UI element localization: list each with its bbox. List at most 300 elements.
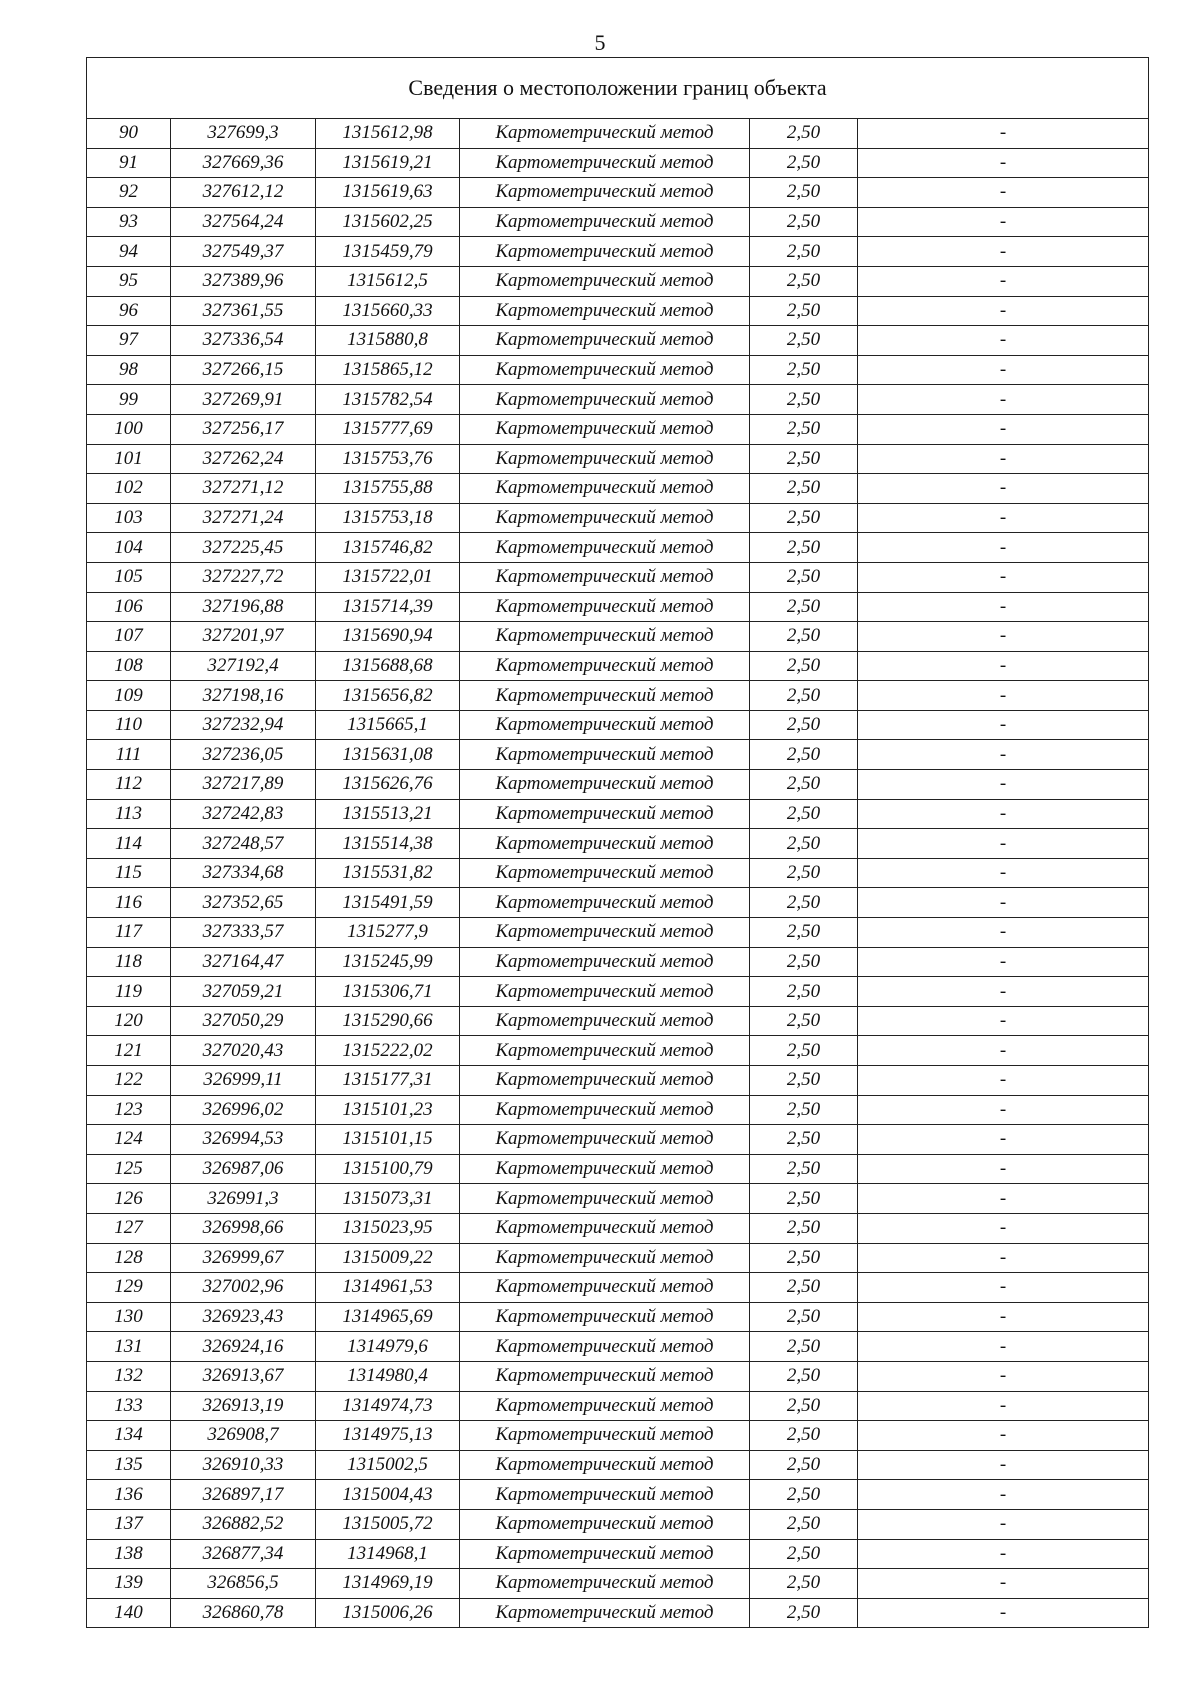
coord-y-cell: 1315100,79: [316, 1154, 460, 1184]
point-number-cell: 139: [87, 1569, 171, 1599]
point-number-cell: 119: [87, 977, 171, 1007]
accuracy-cell: 2,50: [750, 1509, 858, 1539]
method-cell: Картометрический метод: [460, 1598, 750, 1628]
note-cell: -: [858, 1273, 1149, 1303]
point-number-cell: 116: [87, 888, 171, 918]
table-row: [87, 1332, 1149, 1362]
point-number-cell: 112: [87, 770, 171, 800]
coord-y-cell: 1315753,18: [316, 503, 460, 533]
coord-y-cell: 1315665,1: [316, 710, 460, 740]
method-cell: Картометрический метод: [460, 947, 750, 977]
table-row: [87, 1509, 1149, 1539]
coord-x-cell: 327262,24: [171, 444, 316, 474]
coord-y-cell: 1315755,88: [316, 474, 460, 504]
accuracy-cell: 2,50: [750, 1184, 858, 1214]
accuracy-cell: 2,50: [750, 1213, 858, 1243]
table-row: [87, 355, 1149, 385]
table-row: [87, 799, 1149, 829]
point-number-cell: 131: [87, 1332, 171, 1362]
accuracy-cell: 2,50: [750, 266, 858, 296]
table-row: [87, 503, 1149, 533]
note-cell: -: [858, 503, 1149, 533]
table-row: [87, 1036, 1149, 1066]
coord-y-cell: 1315245,99: [316, 947, 460, 977]
method-cell: Картометрический метод: [460, 444, 750, 474]
point-number-cell: 95: [87, 266, 171, 296]
accuracy-cell: 2,50: [750, 1006, 858, 1036]
table-row: [87, 1273, 1149, 1303]
note-cell: -: [858, 1361, 1149, 1391]
coord-y-cell: 1315602,25: [316, 207, 460, 237]
method-cell: Картометрический метод: [460, 503, 750, 533]
method-cell: Картометрический метод: [460, 829, 750, 859]
coord-x-cell: 327217,89: [171, 770, 316, 800]
coord-y-cell: 1315006,26: [316, 1598, 460, 1628]
coord-y-cell: 1315612,98: [316, 119, 460, 149]
coord-x-cell: 327192,4: [171, 651, 316, 681]
coord-y-cell: 1315277,9: [316, 918, 460, 948]
point-number-cell: 92: [87, 178, 171, 208]
coord-x-cell: 326991,3: [171, 1184, 316, 1214]
point-number-cell: 127: [87, 1213, 171, 1243]
method-cell: Картометрический метод: [460, 1302, 750, 1332]
coord-x-cell: 327248,57: [171, 829, 316, 859]
coord-x-cell: 327333,57: [171, 918, 316, 948]
coord-x-cell: 327336,54: [171, 326, 316, 356]
accuracy-cell: 2,50: [750, 503, 858, 533]
method-cell: Картометрический метод: [460, 355, 750, 385]
table-row: [87, 178, 1149, 208]
method-cell: Картометрический метод: [460, 148, 750, 178]
table-row: [87, 266, 1149, 296]
point-number-cell: 98: [87, 355, 171, 385]
accuracy-cell: 2,50: [750, 207, 858, 237]
coord-x-cell: 326999,67: [171, 1243, 316, 1273]
note-cell: -: [858, 888, 1149, 918]
method-cell: Картометрический метод: [460, 858, 750, 888]
method-cell: Картометрический метод: [460, 1391, 750, 1421]
coord-x-cell: 327256,17: [171, 414, 316, 444]
point-number-cell: 123: [87, 1095, 171, 1125]
coord-y-cell: 1315660,33: [316, 296, 460, 326]
table-row: [87, 474, 1149, 504]
note-cell: -: [858, 1391, 1149, 1421]
note-cell: -: [858, 296, 1149, 326]
coord-y-cell: 1315491,59: [316, 888, 460, 918]
table-row: [87, 888, 1149, 918]
method-cell: Картометрический метод: [460, 622, 750, 652]
coord-y-cell: 1315753,76: [316, 444, 460, 474]
note-cell: -: [858, 1509, 1149, 1539]
accuracy-cell: 2,50: [750, 770, 858, 800]
method-cell: Картометрический метод: [460, 592, 750, 622]
accuracy-cell: 2,50: [750, 178, 858, 208]
point-number-cell: 105: [87, 562, 171, 592]
method-cell: Картометрический метод: [460, 1184, 750, 1214]
coord-y-cell: 1315619,21: [316, 148, 460, 178]
point-number-cell: 91: [87, 148, 171, 178]
point-number-cell: 120: [87, 1006, 171, 1036]
accuracy-cell: 2,50: [750, 355, 858, 385]
table-row: [87, 651, 1149, 681]
coord-y-cell: 1315004,43: [316, 1480, 460, 1510]
table-body: [87, 119, 1149, 1628]
point-number-cell: 128: [87, 1243, 171, 1273]
note-cell: -: [858, 178, 1149, 208]
table-row: [87, 829, 1149, 859]
coord-x-cell: 327269,91: [171, 385, 316, 415]
method-cell: Картометрический метод: [460, 1273, 750, 1303]
method-cell: Картометрический метод: [460, 562, 750, 592]
table-row: [87, 1213, 1149, 1243]
coord-x-cell: 327612,12: [171, 178, 316, 208]
note-cell: -: [858, 740, 1149, 770]
method-cell: Картометрический метод: [460, 533, 750, 563]
accuracy-cell: 2,50: [750, 977, 858, 1007]
accuracy-cell: 2,50: [750, 119, 858, 149]
note-cell: -: [858, 237, 1149, 267]
method-cell: Картометрический метод: [460, 977, 750, 1007]
coord-x-cell: 327196,88: [171, 592, 316, 622]
note-cell: -: [858, 1302, 1149, 1332]
table-row: [87, 1095, 1149, 1125]
note-cell: -: [858, 444, 1149, 474]
accuracy-cell: 2,50: [750, 592, 858, 622]
method-cell: Картометрический метод: [460, 1480, 750, 1510]
coord-x-cell: 327050,29: [171, 1006, 316, 1036]
coord-x-cell: 327699,3: [171, 119, 316, 149]
coord-y-cell: 1315177,31: [316, 1066, 460, 1096]
table-row: [87, 207, 1149, 237]
method-cell: Картометрический метод: [460, 178, 750, 208]
point-number-cell: 90: [87, 119, 171, 149]
accuracy-cell: 2,50: [750, 710, 858, 740]
coord-y-cell: 1315688,68: [316, 651, 460, 681]
table-row: [87, 119, 1149, 149]
point-number-cell: 106: [87, 592, 171, 622]
point-number-cell: 117: [87, 918, 171, 948]
table-row: [87, 414, 1149, 444]
point-number-cell: 122: [87, 1066, 171, 1096]
note-cell: -: [858, 414, 1149, 444]
accuracy-cell: 2,50: [750, 237, 858, 267]
coord-x-cell: 327002,96: [171, 1273, 316, 1303]
point-number-cell: 104: [87, 533, 171, 563]
coord-x-cell: 326856,5: [171, 1569, 316, 1599]
method-cell: Картометрический метод: [460, 710, 750, 740]
accuracy-cell: 2,50: [750, 858, 858, 888]
point-number-cell: 130: [87, 1302, 171, 1332]
table-row: [87, 1361, 1149, 1391]
accuracy-cell: 2,50: [750, 148, 858, 178]
accuracy-cell: 2,50: [750, 622, 858, 652]
method-cell: Картометрический метод: [460, 414, 750, 444]
point-number-cell: 102: [87, 474, 171, 504]
coord-x-cell: 326860,78: [171, 1598, 316, 1628]
coord-y-cell: 1315101,23: [316, 1095, 460, 1125]
method-cell: Картометрический метод: [460, 1213, 750, 1243]
coord-y-cell: 1314968,1: [316, 1539, 460, 1569]
accuracy-cell: 2,50: [750, 918, 858, 948]
coord-y-cell: 1315306,71: [316, 977, 460, 1007]
accuracy-cell: 2,50: [750, 533, 858, 563]
coord-x-cell: 327271,24: [171, 503, 316, 533]
table-row: [87, 1539, 1149, 1569]
method-cell: Картометрический метод: [460, 1036, 750, 1066]
coord-x-cell: 326998,66: [171, 1213, 316, 1243]
note-cell: -: [858, 977, 1149, 1007]
note-cell: -: [858, 651, 1149, 681]
coord-x-cell: 327361,55: [171, 296, 316, 326]
note-cell: -: [858, 622, 1149, 652]
point-number-cell: 115: [87, 858, 171, 888]
point-number-cell: 111: [87, 740, 171, 770]
method-cell: Картометрический метод: [460, 1509, 750, 1539]
coord-y-cell: 1315865,12: [316, 355, 460, 385]
coord-x-cell: 326877,34: [171, 1539, 316, 1569]
note-cell: -: [858, 829, 1149, 859]
accuracy-cell: 2,50: [750, 296, 858, 326]
point-number-cell: 118: [87, 947, 171, 977]
point-number-cell: 129: [87, 1273, 171, 1303]
coord-y-cell: 1315619,63: [316, 178, 460, 208]
table-row: [87, 1125, 1149, 1155]
coord-x-cell: 327352,65: [171, 888, 316, 918]
method-cell: Картометрический метод: [460, 681, 750, 711]
coord-x-cell: 327334,68: [171, 858, 316, 888]
accuracy-cell: 2,50: [750, 1569, 858, 1599]
coord-y-cell: 1315023,95: [316, 1213, 460, 1243]
note-cell: -: [858, 119, 1149, 149]
coord-x-cell: 327020,43: [171, 1036, 316, 1066]
method-cell: Картометрический метод: [460, 740, 750, 770]
accuracy-cell: 2,50: [750, 444, 858, 474]
table-row: [87, 858, 1149, 888]
coord-x-cell: 327271,12: [171, 474, 316, 504]
note-cell: -: [858, 770, 1149, 800]
accuracy-cell: 2,50: [750, 888, 858, 918]
point-number-cell: 121: [87, 1036, 171, 1066]
method-cell: Картометрический метод: [460, 1421, 750, 1451]
table-row: [87, 1066, 1149, 1096]
note-cell: -: [858, 1184, 1149, 1214]
coord-x-cell: 326923,43: [171, 1302, 316, 1332]
table-row: [87, 622, 1149, 652]
coord-y-cell: 1314961,53: [316, 1273, 460, 1303]
accuracy-cell: 2,50: [750, 799, 858, 829]
coord-y-cell: 1315626,76: [316, 770, 460, 800]
note-cell: -: [858, 1332, 1149, 1362]
coord-x-cell: 327059,21: [171, 977, 316, 1007]
coord-x-cell: 327164,47: [171, 947, 316, 977]
table-row: [87, 1480, 1149, 1510]
method-cell: Картометрический метод: [460, 1125, 750, 1155]
table-row: [87, 296, 1149, 326]
coord-y-cell: 1314975,13: [316, 1421, 460, 1451]
coord-y-cell: 1315631,08: [316, 740, 460, 770]
point-number-cell: 135: [87, 1450, 171, 1480]
method-cell: Картометрический метод: [460, 474, 750, 504]
coord-y-cell: 1315459,79: [316, 237, 460, 267]
accuracy-cell: 2,50: [750, 1095, 858, 1125]
note-cell: -: [858, 858, 1149, 888]
table-row: [87, 1006, 1149, 1036]
coord-x-cell: 326994,53: [171, 1125, 316, 1155]
coord-x-cell: 327549,37: [171, 237, 316, 267]
method-cell: Картометрический метод: [460, 770, 750, 800]
coord-x-cell: 326913,19: [171, 1391, 316, 1421]
note-cell: -: [858, 1569, 1149, 1599]
note-cell: -: [858, 1243, 1149, 1273]
accuracy-cell: 2,50: [750, 1598, 858, 1628]
table-row: [87, 1391, 1149, 1421]
coord-x-cell: 326910,33: [171, 1450, 316, 1480]
note-cell: -: [858, 562, 1149, 592]
table-row: [87, 1302, 1149, 1332]
point-number-cell: 138: [87, 1539, 171, 1569]
point-number-cell: 100: [87, 414, 171, 444]
coord-y-cell: 1315746,82: [316, 533, 460, 563]
coord-x-cell: 326987,06: [171, 1154, 316, 1184]
method-cell: Картометрический метод: [460, 1569, 750, 1599]
method-cell: Картометрический метод: [460, 266, 750, 296]
coord-x-cell: 327389,96: [171, 266, 316, 296]
method-cell: Картометрический метод: [460, 1154, 750, 1184]
coord-x-cell: 326908,7: [171, 1421, 316, 1451]
point-number-cell: 96: [87, 296, 171, 326]
point-number-cell: 133: [87, 1391, 171, 1421]
coord-y-cell: 1315514,38: [316, 829, 460, 859]
boundary-table: [86, 57, 1149, 1628]
accuracy-cell: 2,50: [750, 474, 858, 504]
point-number-cell: 114: [87, 829, 171, 859]
point-number-cell: 97: [87, 326, 171, 356]
accuracy-cell: 2,50: [750, 681, 858, 711]
coord-y-cell: 1315222,02: [316, 1036, 460, 1066]
method-cell: Картометрический метод: [460, 1450, 750, 1480]
note-cell: -: [858, 1006, 1149, 1036]
note-cell: -: [858, 266, 1149, 296]
coord-y-cell: 1314974,73: [316, 1391, 460, 1421]
note-cell: -: [858, 947, 1149, 977]
point-number-cell: 126: [87, 1184, 171, 1214]
method-cell: Картометрический метод: [460, 1066, 750, 1096]
accuracy-cell: 2,50: [750, 1391, 858, 1421]
point-number-cell: 113: [87, 799, 171, 829]
accuracy-cell: 2,50: [750, 1361, 858, 1391]
table-row: [87, 1421, 1149, 1451]
accuracy-cell: 2,50: [750, 1421, 858, 1451]
table-row: [87, 740, 1149, 770]
accuracy-cell: 2,50: [750, 1480, 858, 1510]
note-cell: -: [858, 710, 1149, 740]
note-cell: -: [858, 681, 1149, 711]
point-number-cell: 103: [87, 503, 171, 533]
coord-y-cell: 1315009,22: [316, 1243, 460, 1273]
coord-x-cell: 327564,24: [171, 207, 316, 237]
table-row: [87, 1450, 1149, 1480]
table-title: Сведения о местоположении границ объекта: [87, 58, 1149, 119]
method-cell: Картометрический метод: [460, 326, 750, 356]
table-title-row: [87, 58, 1149, 119]
coord-y-cell: 1315777,69: [316, 414, 460, 444]
method-cell: Картометрический метод: [460, 651, 750, 681]
coord-x-cell: 327242,83: [171, 799, 316, 829]
accuracy-cell: 2,50: [750, 385, 858, 415]
point-number-cell: 94: [87, 237, 171, 267]
point-number-cell: 140: [87, 1598, 171, 1628]
coord-y-cell: 1315722,01: [316, 562, 460, 592]
accuracy-cell: 2,50: [750, 740, 858, 770]
coord-x-cell: 326882,52: [171, 1509, 316, 1539]
point-number-cell: 108: [87, 651, 171, 681]
accuracy-cell: 2,50: [750, 1154, 858, 1184]
note-cell: -: [858, 385, 1149, 415]
method-cell: Картометрический метод: [460, 119, 750, 149]
point-number-cell: 99: [87, 385, 171, 415]
note-cell: -: [858, 1539, 1149, 1569]
coord-y-cell: 1315073,31: [316, 1184, 460, 1214]
point-number-cell: 101: [87, 444, 171, 474]
method-cell: Картометрический метод: [460, 237, 750, 267]
coord-y-cell: 1315513,21: [316, 799, 460, 829]
table-row: [87, 1154, 1149, 1184]
coord-x-cell: 326913,67: [171, 1361, 316, 1391]
table-row: [87, 562, 1149, 592]
accuracy-cell: 2,50: [750, 1332, 858, 1362]
note-cell: -: [858, 1450, 1149, 1480]
table-row: [87, 947, 1149, 977]
coord-x-cell: 327669,36: [171, 148, 316, 178]
note-cell: -: [858, 799, 1149, 829]
method-cell: Картометрический метод: [460, 1361, 750, 1391]
table-row: [87, 918, 1149, 948]
note-cell: -: [858, 592, 1149, 622]
point-number-cell: 109: [87, 681, 171, 711]
note-cell: -: [858, 1036, 1149, 1066]
accuracy-cell: 2,50: [750, 1273, 858, 1303]
coord-y-cell: 1314980,4: [316, 1361, 460, 1391]
table-row: [87, 710, 1149, 740]
table-row: [87, 681, 1149, 711]
coord-x-cell: 327227,72: [171, 562, 316, 592]
table-row: [87, 444, 1149, 474]
coord-y-cell: 1314969,19: [316, 1569, 460, 1599]
table-row: [87, 385, 1149, 415]
method-cell: Картометрический метод: [460, 1332, 750, 1362]
coord-x-cell: 326996,02: [171, 1095, 316, 1125]
table-row: [87, 1598, 1149, 1628]
coord-x-cell: 327232,94: [171, 710, 316, 740]
note-cell: -: [858, 1125, 1149, 1155]
point-number-cell: 136: [87, 1480, 171, 1510]
note-cell: -: [858, 326, 1149, 356]
accuracy-cell: 2,50: [750, 326, 858, 356]
table-row: [87, 770, 1149, 800]
page-number: 5: [594, 30, 606, 55]
coord-y-cell: 1314979,6: [316, 1332, 460, 1362]
table-row: [87, 148, 1149, 178]
accuracy-cell: 2,50: [750, 1302, 858, 1332]
coord-y-cell: 1315690,94: [316, 622, 460, 652]
note-cell: -: [858, 148, 1149, 178]
note-cell: -: [858, 355, 1149, 385]
table-row: [87, 977, 1149, 1007]
point-number-cell: 124: [87, 1125, 171, 1155]
coord-y-cell: 1315005,72: [316, 1509, 460, 1539]
method-cell: Картометрический метод: [460, 385, 750, 415]
coord-x-cell: 327201,97: [171, 622, 316, 652]
